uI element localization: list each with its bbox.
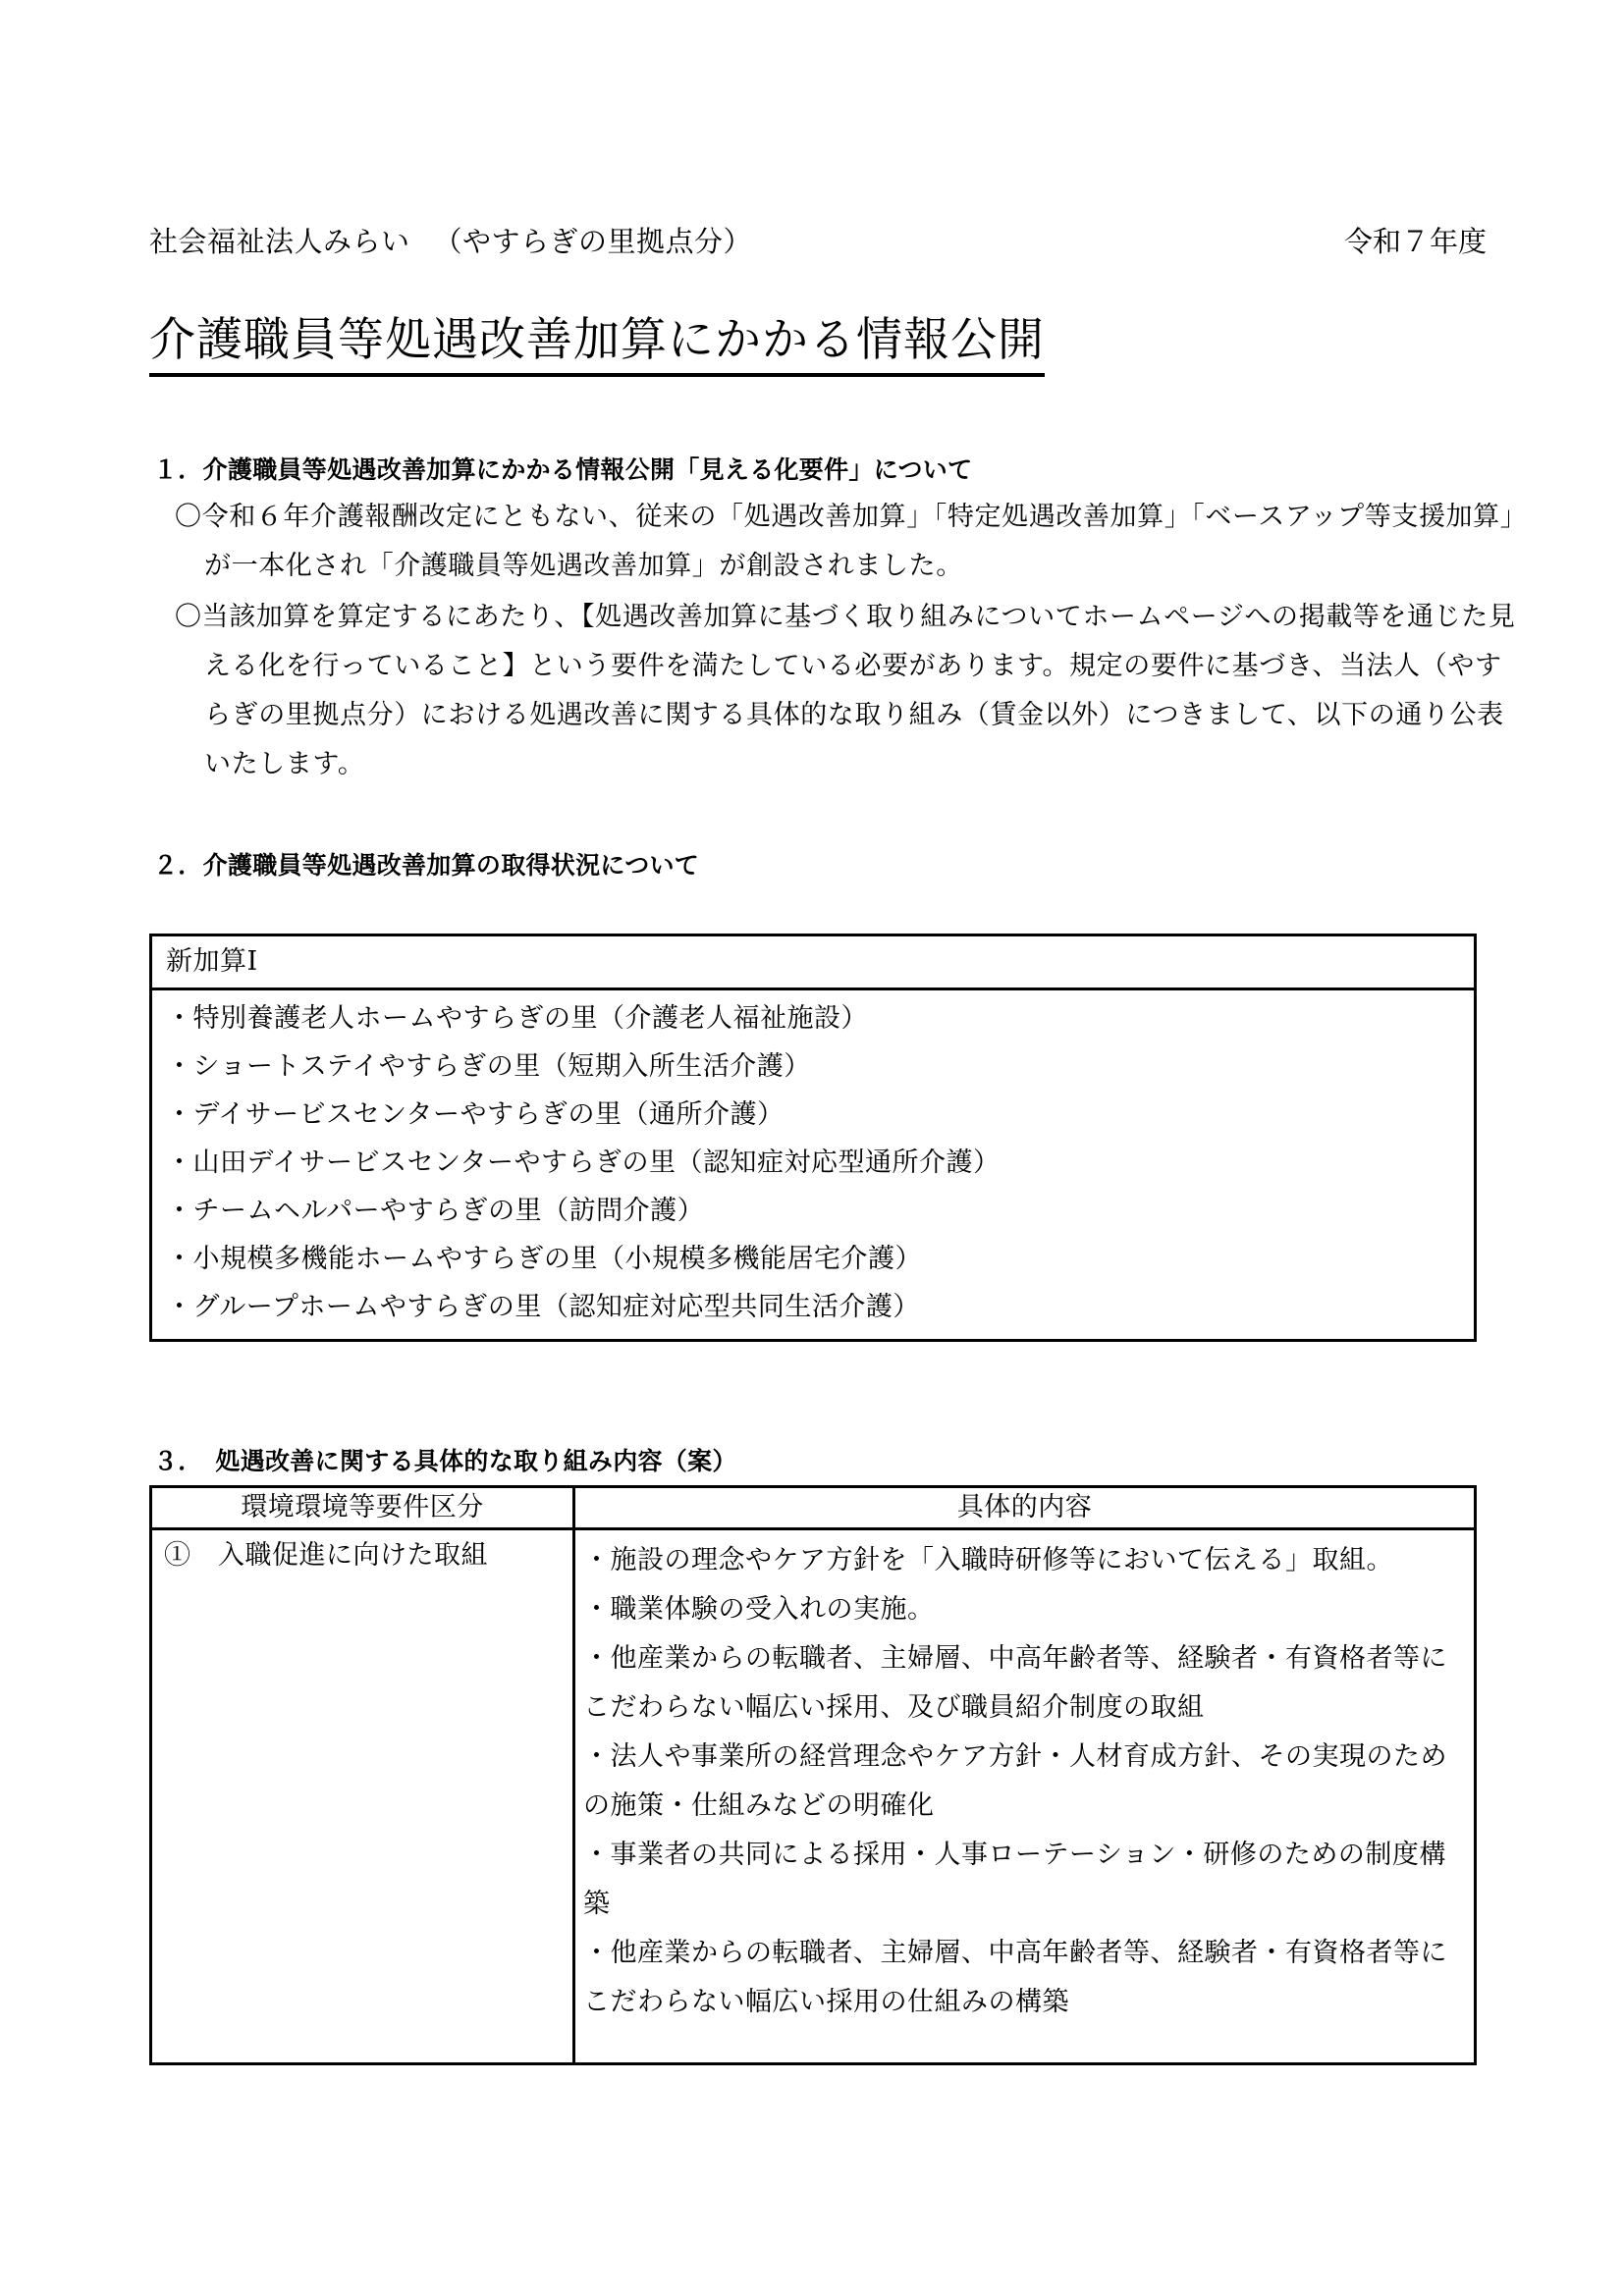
organization-name: 社会福祉法人みらい <box>149 225 410 258</box>
site-name: （やすらぎの里拠点分） <box>433 225 753 258</box>
allowance-status-table <box>149 934 1477 1342</box>
facility-item: ・デイサービスセンターやすらぎの里（通所介護） <box>166 1099 785 1130</box>
section-1-paragraph-1: 〇令和６年介護報酬改定にともない、従来の「処遇改善加算」「特定処遇改善加算」「ベースアップ等支援加算」が一本化され「介護職員等処遇改善加算」が創設されました。 <box>175 502 1514 581</box>
category-cell: ① 入職促進に向けた取組 <box>151 1529 574 2064</box>
section-1-paragraph-2: 〇当該加算を算定するにあたり、【処遇改善加算に基づく取り組みについてホームページへの掲載等を通じた見える化を行っていること】という要件を満たしている必要があります。規定の要件に基づき、当法人（やすらぎの里拠点分）における処遇改善に関する具体的な取り組み（賃金以外）につきまして、以下の通り公表いたします。 <box>175 602 1516 779</box>
table-row <box>151 1529 1476 2064</box>
fiscal-year: 令和７年度 <box>1343 225 1487 258</box>
organization-line <box>149 224 752 259</box>
document-title: 介護職員等処遇改善加算にかかる情報公開 <box>149 312 1045 377</box>
measure-item: ・他産業からの転職者、主婦層、中高年齢者等、経験者・有資格者等にこだわらない幅広い採用の仕組みの構築 <box>583 1938 1447 2017</box>
facility-item: ・グループホームやすらぎの里（認知症対応型共同生活介護） <box>166 1292 920 1322</box>
table-header-row <box>151 1487 1476 1529</box>
allowance-tier: 新加算Ⅰ <box>151 935 1476 989</box>
section-2-heading: ２．介護職員等処遇改善加算の取得状況について <box>153 851 700 880</box>
section-3-heading: ３． 処遇改善に関する具体的な取り組み内容（案） <box>153 1447 737 1475</box>
facility-item: ・ショートステイやすらぎの里（短期入所生活介護） <box>166 1051 811 1082</box>
facility-item: ・特別養護老人ホームやすらぎの里（介護老人福祉施設） <box>166 1003 868 1034</box>
measure-item: ・職業体験の受入れの実施。 <box>583 1594 935 1625</box>
column-header-category: 環境環境等要件区分 <box>151 1487 574 1529</box>
measure-item: ・他産業からの転職者、主婦層、中高年齢者等、経験者・有資格者等にこだわらない幅広い採用、及び職員紹介制度の取組 <box>583 1643 1447 1723</box>
measure-item: ・施設の理念やケア方針を「入職時研修等において伝える」取組。 <box>583 1545 1393 1575</box>
facility-item: ・小規模多機能ホームやすらぎの里（小規模多機能居宅介護） <box>166 1244 922 1274</box>
measure-item: ・法人や事業所の経営理念やケア方針・人材育成方針、その実現のための施策・仕組みなどの明確化 <box>583 1741 1447 1821</box>
facility-item: ・チームヘルパーやすらぎの里（訪問介護） <box>166 1196 705 1226</box>
measure-item: ・事業者の共同による採用・人事ローテーション・研修のための制度構築 <box>583 1840 1446 1919</box>
facility-list <box>151 989 1476 1341</box>
section-1-heading: １．介護職員等処遇改善加算にかかる情報公開「見える化要件」について <box>153 455 973 484</box>
improvement-measures-table <box>149 1485 1477 2065</box>
content-cell <box>574 1529 1476 2064</box>
column-header-content: 具体的内容 <box>574 1487 1476 1529</box>
facility-item: ・山田デイサービスセンターやすらぎの里（認知症対応型通所介護） <box>166 1148 1001 1178</box>
